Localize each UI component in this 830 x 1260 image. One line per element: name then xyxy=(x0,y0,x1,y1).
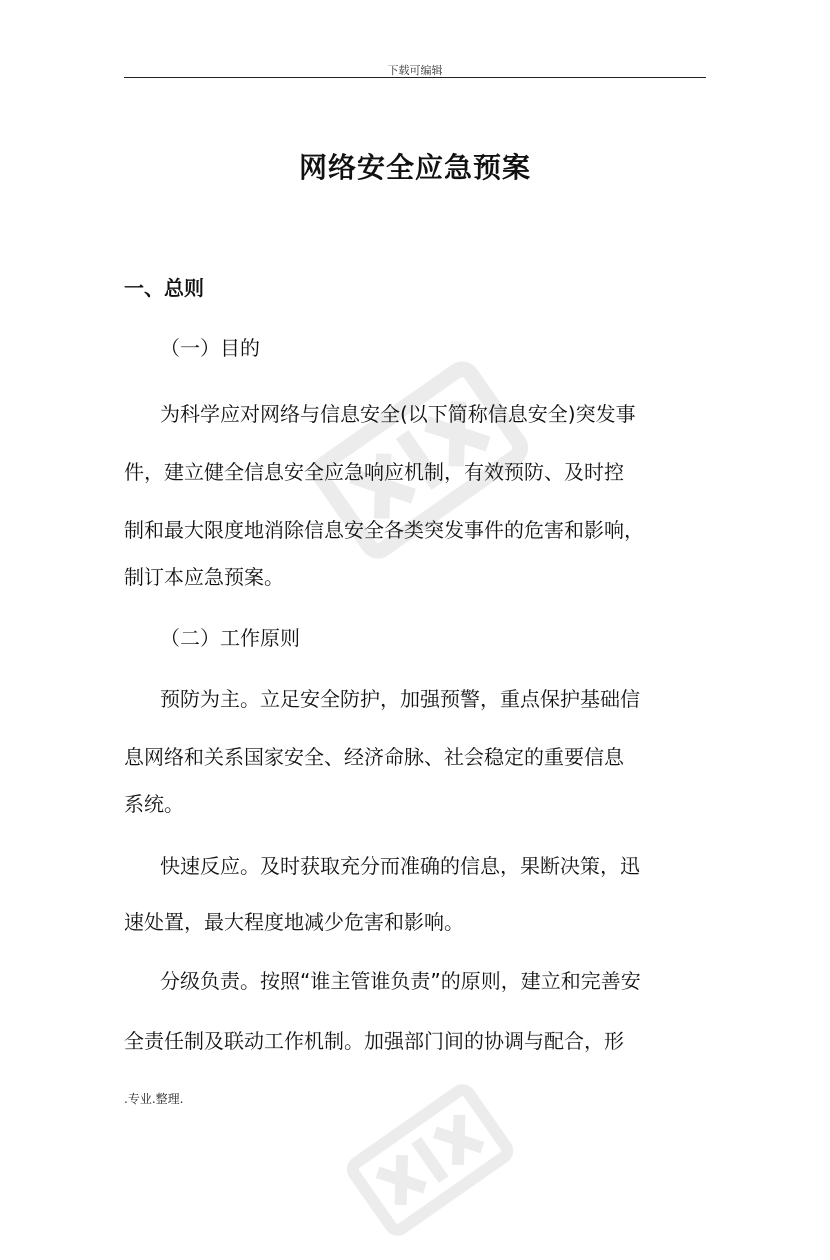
page-header: 下载可编辑 xyxy=(387,64,443,77)
paragraph-line: 系统。 xyxy=(124,792,184,816)
paragraph-line: 件，建立健全信息安全应急响应机制，有效预防、及时控 xyxy=(124,460,624,484)
page-footer: .专业.整理. xyxy=(124,1092,184,1106)
paragraph-line: 快速反应。及时获取充分而准确的信息，果断决策，迅 xyxy=(160,854,640,878)
header-divider xyxy=(124,77,706,78)
paragraph-purpose xyxy=(124,385,724,609)
paragraph-line: 预防为主。立足安全防护，加强预警，重点保护基础信 xyxy=(160,687,640,711)
paragraph-line: 息网络和关系国家安全、经济命脉、社会稳定的重要信息 xyxy=(124,745,624,769)
paragraph-principle-response xyxy=(124,837,724,945)
document-title: 网络安全应急预案 xyxy=(298,151,531,184)
paragraph-line: 速处置，最大程度地减少危害和影响。 xyxy=(124,910,464,934)
paragraph-line: 制订本应急预案。 xyxy=(124,565,284,589)
watermark-logo-icon-bottom xyxy=(330,1060,530,1260)
paragraph-principle-prevention xyxy=(124,670,724,836)
subheading-principles: （二）工作原则 xyxy=(160,626,300,650)
paragraph-line: 为科学应对网络与信息安全(以下简称信息安全)突发事 xyxy=(160,402,636,426)
paragraph-principle-responsibility xyxy=(124,952,724,1068)
paragraph-line: 分级负责。按照“谁主管谁负责”的原则，建立和完善安 xyxy=(160,969,641,993)
paragraph-line: 制和最大限度地消除信息安全各类突发事件的危害和影响， xyxy=(124,518,644,542)
section-heading-general: 一、总则 xyxy=(124,276,204,300)
paragraph-line: 全责任制及联动工作机制。加强部门间的协调与配合，形 xyxy=(124,1029,624,1053)
subheading-purpose: （一）目的 xyxy=(160,336,260,360)
